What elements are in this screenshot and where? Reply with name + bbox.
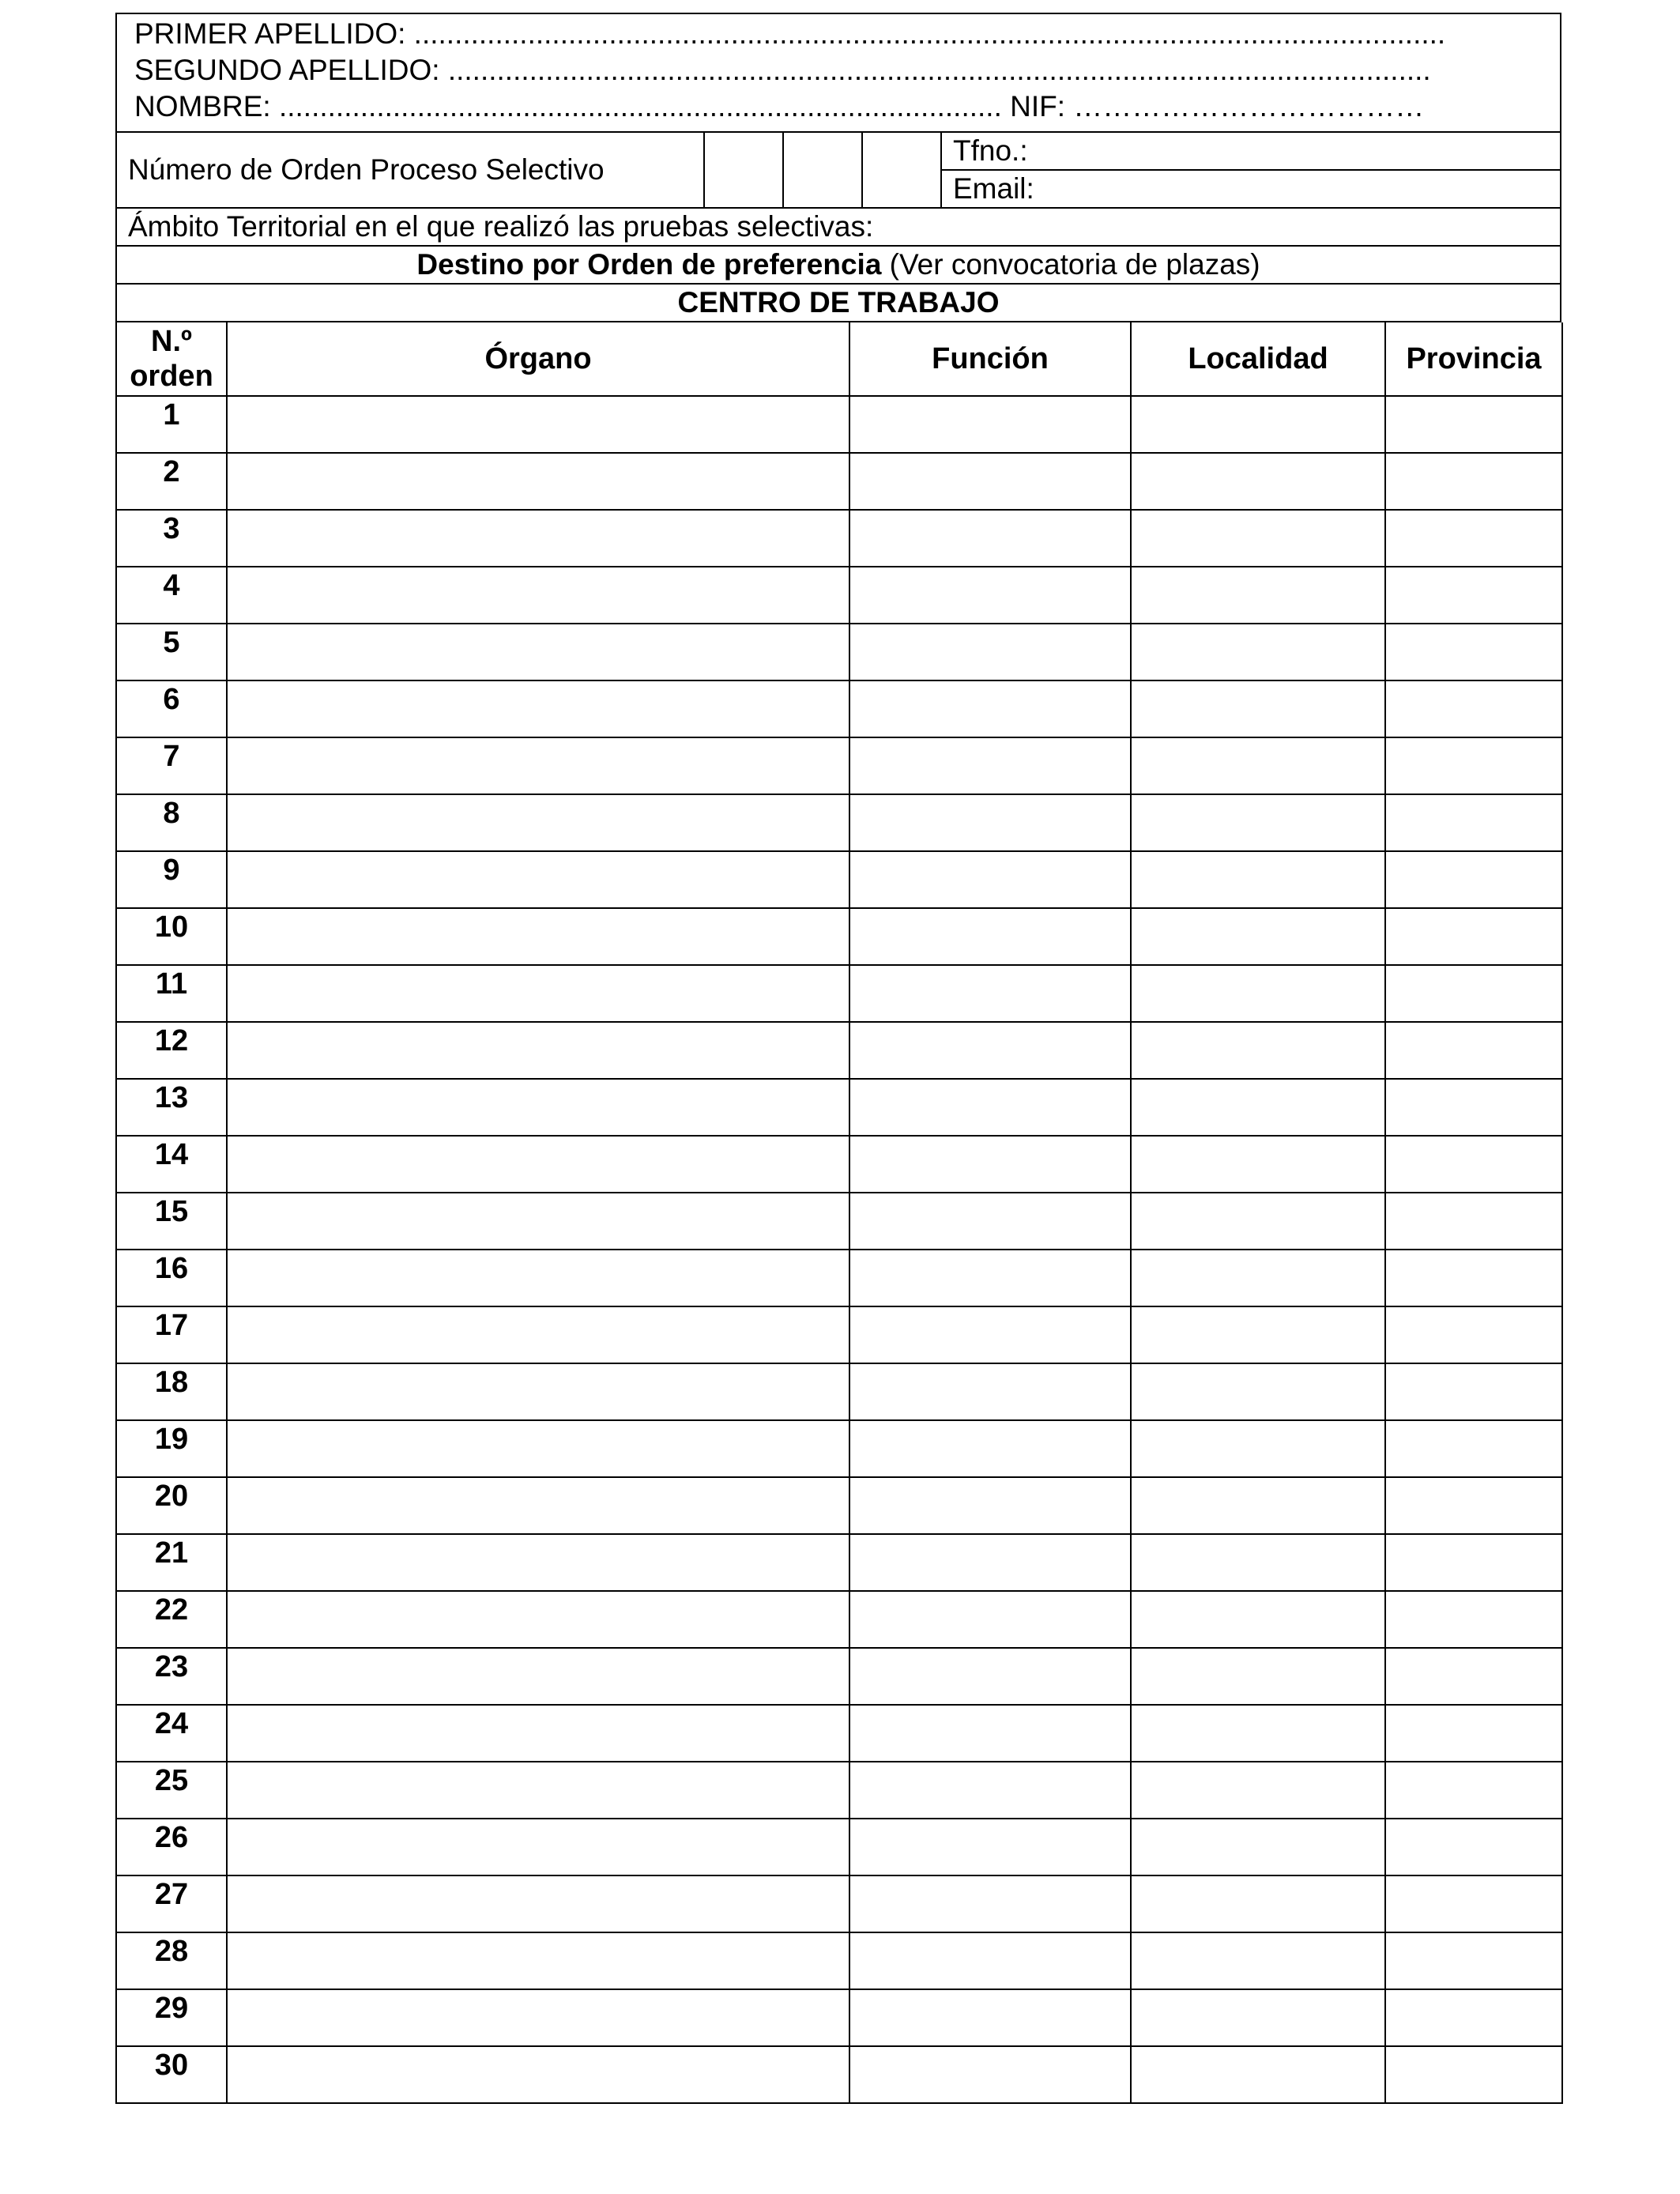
- provincia-cell[interactable]: [1385, 2046, 1562, 2103]
- localidad-cell[interactable]: [1131, 1875, 1385, 1932]
- organo-cell[interactable]: [227, 1875, 849, 1932]
- localidad-cell[interactable]: [1131, 1193, 1385, 1250]
- organo-cell[interactable]: [227, 1989, 849, 2046]
- row-number: 23: [116, 1648, 227, 1705]
- provincia-cell[interactable]: [1385, 908, 1562, 965]
- organo-cell[interactable]: [227, 1420, 849, 1477]
- funcion-cell[interactable]: [849, 1989, 1131, 2046]
- organo-cell[interactable]: [227, 1762, 849, 1819]
- row-number: 13: [116, 1079, 227, 1136]
- row-number: 28: [116, 1932, 227, 1989]
- table-row: [116, 1250, 1562, 1306]
- organo-cell[interactable]: [227, 794, 849, 851]
- col-header-organo: Órgano: [227, 322, 849, 396]
- provincia-cell[interactable]: [1385, 1420, 1562, 1477]
- table-row: [116, 1534, 1562, 1591]
- col-header-provincia: Provincia: [1385, 322, 1562, 396]
- localidad-cell[interactable]: [1131, 1363, 1385, 1420]
- row-number: 19: [116, 1420, 227, 1477]
- provincia-cell[interactable]: [1385, 567, 1562, 624]
- organo-cell[interactable]: [227, 510, 849, 567]
- provincia-cell[interactable]: [1385, 1648, 1562, 1705]
- organo-cell[interactable]: [227, 1136, 849, 1193]
- organo-cell[interactable]: [227, 1534, 849, 1591]
- organo-cell[interactable]: [227, 453, 849, 510]
- email-field[interactable]: Email:: [953, 172, 1034, 205]
- row-number: 3: [116, 510, 227, 567]
- organo-cell[interactable]: [227, 737, 849, 794]
- row-number: 4: [116, 567, 227, 624]
- row-number: 26: [116, 1819, 227, 1875]
- localidad-cell[interactable]: [1131, 965, 1385, 1022]
- table-row: [116, 1477, 1562, 1534]
- provincia-cell[interactable]: [1385, 680, 1562, 737]
- row-number: 8: [116, 794, 227, 851]
- funcion-cell[interactable]: [849, 1477, 1131, 1534]
- funcion-cell[interactable]: [849, 1420, 1131, 1477]
- funcion-cell[interactable]: [849, 680, 1131, 737]
- row-number: 9: [116, 851, 227, 908]
- table-row: [116, 1193, 1562, 1250]
- row-number: 11: [116, 965, 227, 1022]
- provincia-cell[interactable]: [1385, 1250, 1562, 1306]
- funcion-cell[interactable]: [849, 1022, 1131, 1079]
- provincia-cell[interactable]: [1385, 1079, 1562, 1136]
- localidad-cell[interactable]: [1131, 908, 1385, 965]
- table-row: [116, 1989, 1562, 2046]
- organo-cell[interactable]: [227, 567, 849, 624]
- numero-orden-cell-1[interactable]: [705, 133, 784, 207]
- provincia-cell[interactable]: [1385, 1989, 1562, 2046]
- table-row: [116, 680, 1562, 737]
- row-number: 22: [116, 1591, 227, 1648]
- table-row: [116, 624, 1562, 680]
- funcion-cell[interactable]: [849, 624, 1131, 680]
- funcion-cell[interactable]: [849, 851, 1131, 908]
- funcion-cell[interactable]: [849, 1705, 1131, 1762]
- destino-bold: Destino por Orden de preferencia: [416, 248, 882, 281]
- provincia-cell[interactable]: [1385, 1875, 1562, 1932]
- provincia-cell[interactable]: [1385, 1477, 1562, 1534]
- provincia-cell[interactable]: [1385, 510, 1562, 567]
- localidad-cell[interactable]: [1131, 794, 1385, 851]
- row-number: 21: [116, 1534, 227, 1591]
- localidad-cell[interactable]: [1131, 1762, 1385, 1819]
- localidad-cell[interactable]: [1131, 1648, 1385, 1705]
- table-row: [116, 1705, 1562, 1762]
- contact-block: [942, 133, 1560, 207]
- provincia-cell[interactable]: [1385, 1306, 1562, 1363]
- table-row: [116, 453, 1562, 510]
- provincia-cell[interactable]: [1385, 1534, 1562, 1591]
- organo-cell[interactable]: [227, 965, 849, 1022]
- organo-cell[interactable]: [227, 1250, 849, 1306]
- table-row: [116, 1762, 1562, 1819]
- localidad-cell[interactable]: [1131, 1477, 1385, 1534]
- provincia-cell[interactable]: [1385, 851, 1562, 908]
- organo-cell[interactable]: [227, 2046, 849, 2103]
- provincia-cell[interactable]: [1385, 965, 1562, 1022]
- localidad-cell[interactable]: [1131, 680, 1385, 737]
- localidad-cell[interactable]: [1131, 1306, 1385, 1363]
- organo-cell[interactable]: [227, 908, 849, 965]
- row-number: 16: [116, 1250, 227, 1306]
- funcion-cell[interactable]: [849, 908, 1131, 965]
- numero-orden-cell-3[interactable]: [863, 133, 942, 207]
- table-row: [116, 2046, 1562, 2103]
- provincia-cell[interactable]: [1385, 1591, 1562, 1648]
- row-number: 25: [116, 1762, 227, 1819]
- organo-cell[interactable]: [227, 1193, 849, 1250]
- col-header-localidad: Localidad: [1131, 322, 1385, 396]
- row-number: 14: [116, 1136, 227, 1193]
- table-row: [116, 1819, 1562, 1875]
- organo-cell[interactable]: [227, 1819, 849, 1875]
- funcion-cell[interactable]: [849, 567, 1131, 624]
- table-row: [116, 1648, 1562, 1705]
- funcion-cell[interactable]: [849, 1534, 1131, 1591]
- funcion-cell[interactable]: [849, 1306, 1131, 1363]
- organo-cell[interactable]: [227, 1648, 849, 1705]
- localidad-cell[interactable]: [1131, 1932, 1385, 1989]
- funcion-cell[interactable]: [849, 1193, 1131, 1250]
- table-row: [116, 510, 1562, 567]
- localidad-cell[interactable]: [1131, 1819, 1385, 1875]
- organo-cell[interactable]: [227, 624, 849, 680]
- localidad-cell[interactable]: [1131, 624, 1385, 680]
- row-number: 2: [116, 453, 227, 510]
- organo-cell[interactable]: [227, 1079, 849, 1136]
- table-row: [116, 794, 1562, 851]
- localidad-cell[interactable]: [1131, 1989, 1385, 2046]
- row-number: 1: [116, 396, 227, 453]
- localidad-cell[interactable]: [1131, 567, 1385, 624]
- numero-orden-label: Número de Orden Proceso Selectivo: [117, 133, 705, 207]
- row-number: 18: [116, 1363, 227, 1420]
- table-row: [116, 965, 1562, 1022]
- provincia-cell[interactable]: [1385, 1363, 1562, 1420]
- provincia-cell[interactable]: [1385, 1193, 1562, 1250]
- row-number: 24: [116, 1705, 227, 1762]
- row-number: 29: [116, 1989, 227, 2046]
- funcion-cell[interactable]: [849, 1648, 1131, 1705]
- localidad-cell[interactable]: [1131, 1022, 1385, 1079]
- provincia-cell[interactable]: [1385, 624, 1562, 680]
- row-number: 5: [116, 624, 227, 680]
- row-number: 10: [116, 908, 227, 965]
- row-number: 15: [116, 1193, 227, 1250]
- organo-cell[interactable]: [227, 1591, 849, 1648]
- funcion-cell[interactable]: [849, 1819, 1131, 1875]
- funcion-cell[interactable]: [849, 1762, 1131, 1819]
- localidad-cell[interactable]: [1131, 737, 1385, 794]
- organo-cell[interactable]: [227, 1705, 849, 1762]
- table-body: [116, 396, 1562, 2103]
- table-row: [116, 851, 1562, 908]
- organo-cell[interactable]: [227, 680, 849, 737]
- funcion-cell[interactable]: [849, 794, 1131, 851]
- provincia-cell[interactable]: [1385, 737, 1562, 794]
- localidad-cell[interactable]: [1131, 1591, 1385, 1648]
- destino-note: (Ver convocatoria de plazas): [881, 248, 1260, 281]
- destino-heading: [115, 247, 1561, 285]
- localidad-cell[interactable]: [1131, 2046, 1385, 2103]
- segundo-apellido-field[interactable]: SEGUNDO APELLIDO: .........................................................................................................................: [134, 54, 1431, 86]
- funcion-cell[interactable]: [849, 737, 1131, 794]
- primer-apellido-field[interactable]: PRIMER APELLIDO: ...............................................................................................................................: [134, 17, 1446, 50]
- funcion-cell[interactable]: [849, 1591, 1131, 1648]
- table-row: [116, 1079, 1562, 1136]
- table-row: [116, 908, 1562, 965]
- table-row: [116, 396, 1562, 453]
- localidad-cell[interactable]: [1131, 1079, 1385, 1136]
- provincia-cell[interactable]: [1385, 396, 1562, 453]
- centro-trabajo-heading: CENTRO DE TRABAJO: [115, 285, 1561, 322]
- table-header-row: [116, 322, 1562, 396]
- funcion-cell[interactable]: [849, 1363, 1131, 1420]
- row-number: 6: [116, 680, 227, 737]
- row-number: 7: [116, 737, 227, 794]
- funcion-cell[interactable]: [849, 1875, 1131, 1932]
- organo-cell[interactable]: [227, 851, 849, 908]
- organo-cell[interactable]: [227, 396, 849, 453]
- organo-cell[interactable]: [227, 1932, 849, 1989]
- funcion-cell[interactable]: [849, 1079, 1131, 1136]
- provincia-cell[interactable]: [1385, 1136, 1562, 1193]
- organo-cell[interactable]: [227, 1363, 849, 1420]
- form-page: [115, 13, 1561, 2104]
- organo-cell[interactable]: [227, 1306, 849, 1363]
- row-number: 12: [116, 1022, 227, 1079]
- funcion-cell[interactable]: [849, 1250, 1131, 1306]
- provincia-cell[interactable]: [1385, 1022, 1562, 1079]
- ambito-field[interactable]: Ámbito Territorial en el que realizó las pruebas selectivas:: [115, 209, 1561, 247]
- localidad-cell[interactable]: [1131, 851, 1385, 908]
- nombre-nif-field[interactable]: NOMBRE: ......................................................................................... NIF: ………………………………: [134, 90, 1425, 123]
- organo-cell[interactable]: [227, 1477, 849, 1534]
- funcion-cell[interactable]: [849, 453, 1131, 510]
- localidad-cell[interactable]: [1131, 1705, 1385, 1762]
- funcion-cell[interactable]: [849, 510, 1131, 567]
- table-row: [116, 1306, 1562, 1363]
- tfno-field[interactable]: Tfno.:: [942, 133, 1560, 171]
- funcion-cell[interactable]: [849, 1136, 1131, 1193]
- provincia-cell[interactable]: [1385, 794, 1562, 851]
- row-number: 27: [116, 1875, 227, 1932]
- organo-cell[interactable]: [227, 1022, 849, 1079]
- funcion-cell[interactable]: [849, 1932, 1131, 1989]
- personal-data-block: [115, 13, 1561, 133]
- table-row: [116, 567, 1562, 624]
- numero-orden-cell-2[interactable]: [784, 133, 863, 207]
- table-row: [116, 1875, 1562, 1932]
- numero-orden-row: [115, 133, 1561, 209]
- table-row: [116, 1591, 1562, 1648]
- localidad-cell[interactable]: [1131, 1534, 1385, 1591]
- provincia-cell[interactable]: [1385, 1762, 1562, 1819]
- provincia-cell[interactable]: [1385, 1819, 1562, 1875]
- funcion-cell[interactable]: [849, 396, 1131, 453]
- row-number: 30: [116, 2046, 227, 2103]
- localidad-cell[interactable]: [1131, 396, 1385, 453]
- table-row: [116, 737, 1562, 794]
- funcion-cell[interactable]: [849, 965, 1131, 1022]
- col-header-orden: N.º orden: [116, 322, 227, 396]
- localidad-cell[interactable]: [1131, 453, 1385, 510]
- localidad-cell[interactable]: [1131, 510, 1385, 567]
- localidad-cell[interactable]: [1131, 1250, 1385, 1306]
- provincia-cell[interactable]: [1385, 453, 1562, 510]
- table-row: [116, 1022, 1562, 1079]
- destinos-table: [115, 322, 1563, 2104]
- table-row: [116, 1932, 1562, 1989]
- provincia-cell[interactable]: [1385, 1705, 1562, 1762]
- table-row: [116, 1363, 1562, 1420]
- provincia-cell[interactable]: [1385, 1932, 1562, 1989]
- table-row: [116, 1420, 1562, 1477]
- localidad-cell[interactable]: [1131, 1136, 1385, 1193]
- row-number: 17: [116, 1306, 227, 1363]
- funcion-cell[interactable]: [849, 2046, 1131, 2103]
- col-header-funcion: Función: [849, 322, 1131, 396]
- row-number: 20: [116, 1477, 227, 1534]
- localidad-cell[interactable]: [1131, 1420, 1385, 1477]
- table-row: [116, 1136, 1562, 1193]
